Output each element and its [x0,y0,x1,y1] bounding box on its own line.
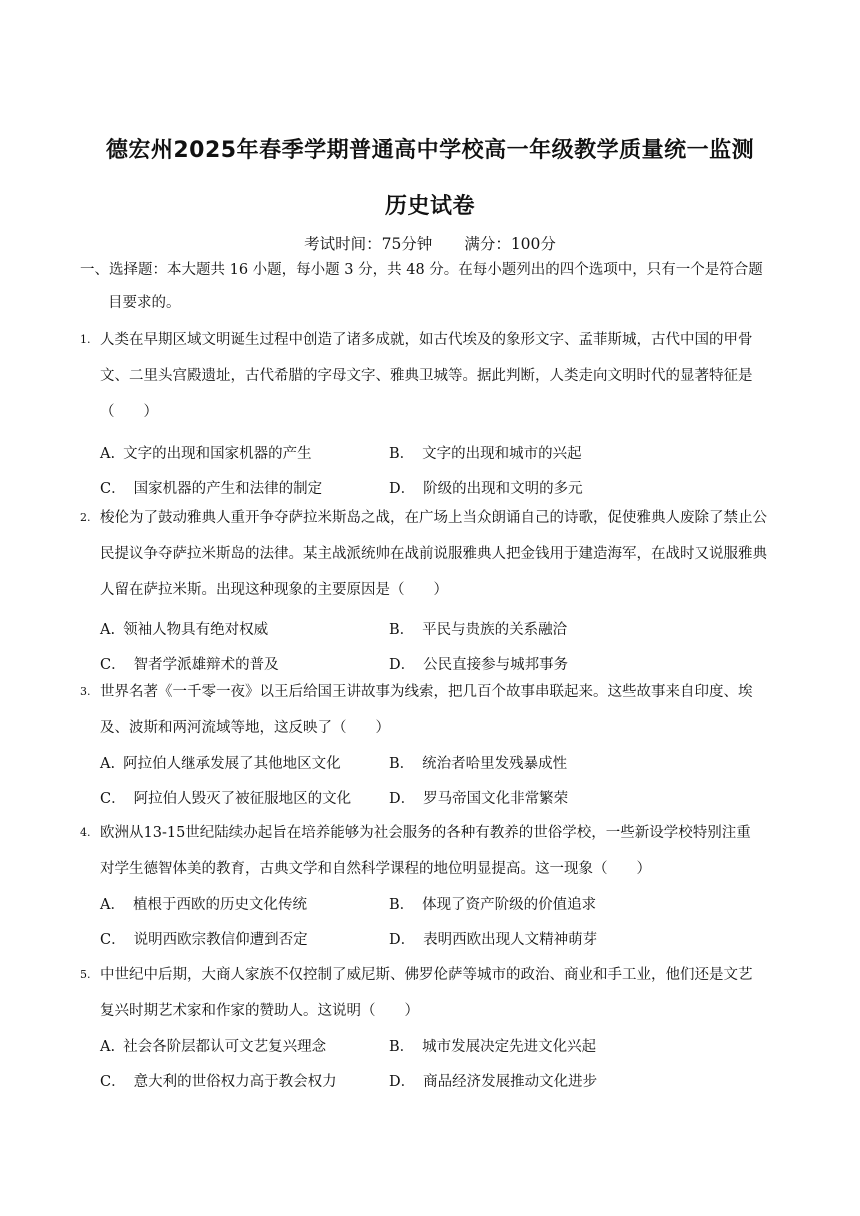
stem-line: 中世纪中后期，大商人家族不仅控制了威尼斯、佛罗伦萨等城市的政治、商业和手工业，他们还是文艺 [100,967,753,983]
question-5 [80,957,790,1099]
question-1 [80,322,790,500]
stem-line: 欧洲从13-15世纪陆续办起旨在培养能够为社会服务的各种有教养的世俗学校，一些新设学校特别注重 [100,825,751,841]
exam-meta [0,232,860,254]
question-stem [80,674,790,746]
stem-line: 人类在早期区域文明诞生过程中创造了诸多成就，如古代埃及的象形文字、孟菲斯城，古代中国的甲骨 [100,332,753,348]
option-c[interactable]: C． 阿拉伯人毁灭了被征服地区的文化 [100,791,352,807]
option-d[interactable]: D． 阶级的出现和文明的多元 [389,481,583,497]
stem-line: 民提议争夺萨拉米斯岛的法律。某主战派统帅在战前说服雅典人把金钱用于建造海军，在战时又说服雅典 [100,546,767,562]
option-b[interactable]: B． 文字的出现和城市的兴起 [389,446,582,462]
question-number: 5. [80,968,91,981]
option-b[interactable]: B． 平民与贵族的关系融洽 [389,622,568,638]
option-d[interactable]: D． 表明西欧出现人文精神萌芽 [389,932,598,948]
full-score: 满分：100分 [464,235,556,253]
document-title: 德宏州2025年春季学期普通高中学校高一年级教学质量统一监测 [105,138,755,163]
section-line: 一、选择题：本大题共 16 小题，每小题 3 分，共 48 分。在每小题列出的四个选项中，只有一个是符合题 [80,262,763,278]
option-d[interactable]: D． 商品经济发展推动文化进步 [389,1074,598,1090]
question-number: 1. [80,333,91,346]
option-b[interactable]: B． 体现了资产阶级的价值追求 [389,897,597,913]
section-line: 目要求的。 [108,295,181,311]
option-d[interactable]: D． 公民直接参与城邦事务 [389,657,569,673]
section-instructions [80,254,790,320]
question-number: 2. [80,511,91,524]
question-3 [80,674,790,816]
option-c[interactable]: C． 说明西欧宗教信仰遭到否定 [100,932,308,948]
option-a[interactable]: A． 植根于西欧的历史文化传统 [100,897,307,913]
option-a[interactable]: A. 领袖人物具有绝对权威 [100,622,269,638]
question-stem [80,815,790,887]
stem-line: 对学生德智体美的教育，古典文学和自然科学课程的地位明显提高。这一现象（ ） [100,861,651,877]
question-stem [80,322,790,430]
stem-line: （ ） [100,404,158,420]
stem-line: 及、波斯和两河流域等地，这反映了（ ） [100,720,390,736]
option-b[interactable]: B． 城市发展决定先进文化兴起 [389,1039,597,1055]
option-b[interactable]: B． 统治者哈里发残暴成性 [389,756,568,772]
exam-time: 考试时间：75分钟 [304,235,433,253]
option-a[interactable]: A. 阿拉伯人继承发展了其他地区文化 [100,756,341,772]
stem-line: 人留在萨拉米斯。出现这种现象的主要原因是（ ） [100,582,448,598]
question-stem [80,957,790,1029]
stem-line: 世界名著《一千零一夜》以王后给国王讲故事为线索，把几百个故事串联起来。这些故事来自印度、埃 [100,684,753,700]
document-subtitle: 历史试卷 [384,194,475,219]
stem-line: 复兴时期艺术家和作家的赞助人。这说明（ ） [100,1003,419,1019]
question-number: 4. [80,826,91,839]
stem-line: 文、二里头宫殿遗址，古代希腊的字母文字、雅典卫城等。据此判断，人类走向文明时代的显著特征是 [100,368,753,384]
option-a[interactable]: A. 文字的出现和国家机器的产生 [100,446,312,462]
question-stem [80,500,790,608]
option-c[interactable]: C． 意大利的世俗权力高于教会权力 [100,1074,337,1090]
option-a[interactable]: A. 社会各阶层都认可文艺复兴理念 [100,1039,327,1055]
option-c[interactable]: C． 国家机器的产生和法律的制定 [100,481,323,497]
question-2 [80,500,790,678]
option-c[interactable]: C． 智者学派雄辩术的普及 [100,657,279,673]
question-4 [80,815,790,957]
option-d[interactable]: D． 罗马帝国文化非常繁荣 [389,791,569,807]
question-number: 3. [80,685,91,698]
stem-line: 梭伦为了鼓动雅典人重开争夺萨拉米斯岛之战，在广场上当众朗诵自己的诗歌，促使雅典人废除了禁止公 [100,510,767,526]
